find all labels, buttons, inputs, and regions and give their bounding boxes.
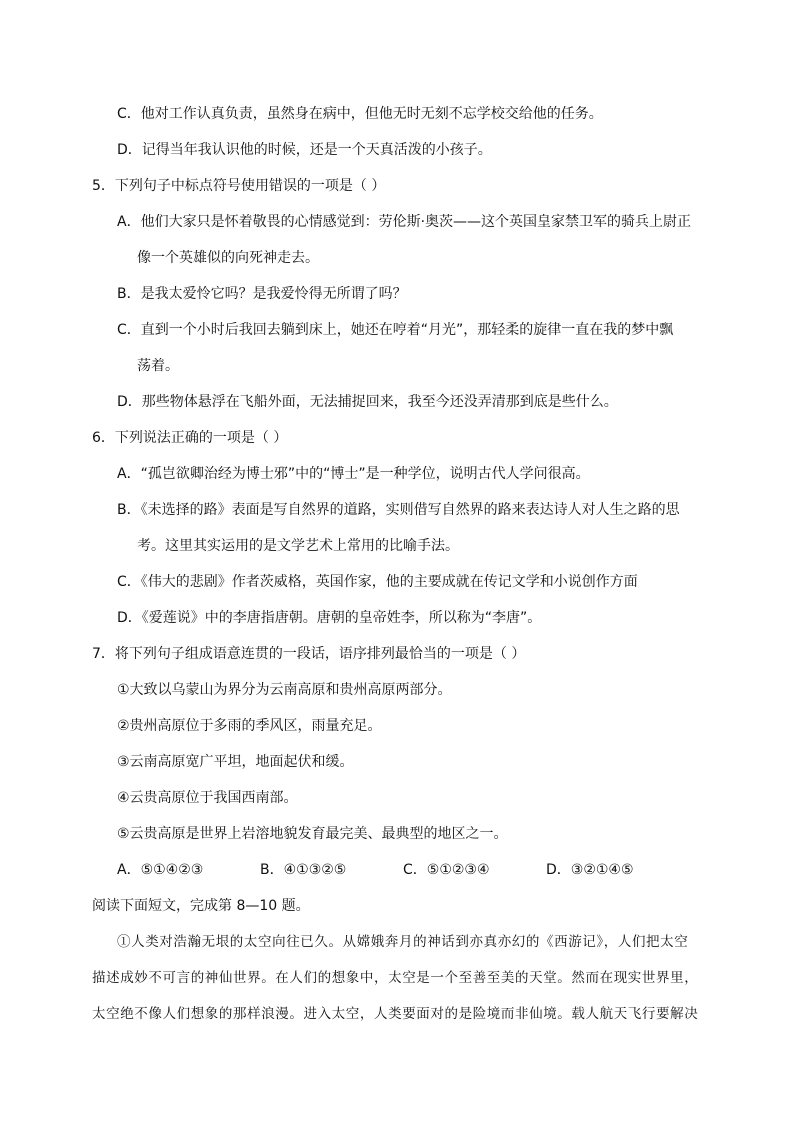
q7-answer-a: A．⑤①④②③ — [117, 862, 204, 878]
q7-sentence-4: ④云贵高原位于我国西南部。 — [117, 790, 298, 806]
q7-sentence-1: ①大致以乌蒙山为界分为云南高原和贵州高原两部分。 — [117, 682, 452, 698]
q7-sentence-5: ⑤云贵高原是世界上岩溶地貌发育最完美、最典型的地区之一。 — [117, 826, 508, 842]
q5-option-c-cont: 荡着。 — [137, 358, 179, 374]
q5-option-b: B．是我太爱怜它吗？是我爱怜得无所谓了吗？ — [117, 286, 407, 302]
q6-option-d: D．《爱莲说》中的李唐指唐朝。唐朝的皇帝姓李，所以称为“李唐”。 — [117, 610, 542, 626]
q7-answer-b: B．④①③②⑤ — [260, 862, 347, 878]
q7-answer-c: C．⑤①②③④ — [403, 862, 490, 878]
q7-sentence-3: ③云南高原宽广平坦，地面起伏和缓。 — [117, 754, 354, 770]
q5-stem: 5．下列句子中标点符号使用错误的一项是（ ） — [92, 178, 386, 194]
q6-option-b: B．《未选择的路》表面是写自然界的道路，实则借写自然界的路来表达诗人对人生之路的思 — [117, 502, 680, 518]
q7-answer-options — [117, 860, 689, 880]
q5-option-a-cont: 像一个英雄似的向死神走去。 — [137, 250, 319, 266]
q5-option-d: D．那些物体悬浮在飞船外面，无法捕捉回来，我至今还没弄清那到底是些什么。 — [117, 394, 618, 410]
q5-option-c: C．直到一个小时后我回去躺到床上，她还在哼着“月光”，那轻柔的旋律一直在我的梦中飘 — [117, 322, 674, 338]
q6-option-a: A．“孤岂欲卿治经为博士邪”中的“博士”是一种学位，说明古代人学问很高。 — [117, 466, 590, 482]
q5-option-a: A．他们大家只是怀着敬畏的心情感觉到：劳伦斯·奥茨——这个英国皇家禁卫军的骑兵上尉正 — [117, 214, 692, 230]
q7-answer-d: D．③②①④⑤ — [546, 862, 634, 878]
q4-option-d: D．记得当年我认识他的时候，还是一个天真活泼的小孩子。 — [117, 142, 492, 158]
q6-option-b-cont: 考。这里其实运用的是文学艺术上常用的比喻手法。 — [137, 538, 459, 554]
reading-intro: 阅读下面短文，完成第 8—10 题。 — [92, 898, 310, 914]
passage-line-2: 描述成妙不可言的神仙世界。在人们的想象中，太空是一个至善至美的天堂。然而在现实世界里， — [92, 970, 699, 986]
q6-stem: 6．下列说法正确的一项是（ ） — [92, 430, 288, 446]
q7-stem: 7．将下列句子组成语意连贯的一段话，语序排列最恰当的一项是（ ） — [92, 646, 526, 662]
q6-option-c: C．《伟大的悲剧》作者茨威格，英国作家，他的主要成就在传记文学和小说创作方面 — [117, 574, 638, 590]
passage-line-3: 太空绝不像人们想象的那样浪漫。进入太空，人类要面对的是险境而非仙境。载人航天飞行要解决 — [92, 1006, 699, 1022]
passage-line-1: ①人类对浩瀚无垠的太空向往已久。从嫦娥奔月的神话到亦真亦幻的《西游记》，人们把太空 — [117, 934, 689, 950]
q4-option-c: C．他对工作认真负责，虽然身在病中，但他无时无刻不忘学校交给他的任务。 — [117, 106, 603, 122]
q7-sentence-2: ②贵州高原位于多雨的季风区，雨量充足。 — [117, 718, 382, 734]
